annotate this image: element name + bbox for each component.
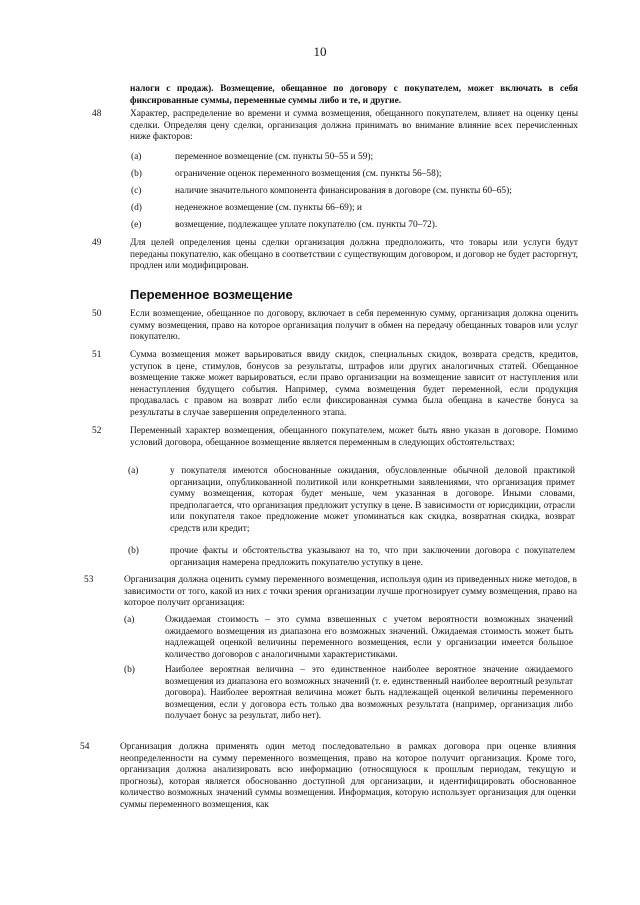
list-item-label: (b) [124, 665, 135, 675]
list-item-text: неденежное возмещение (см. пункты 66–69); и [175, 203, 362, 213]
list-item-label: (a) [128, 466, 139, 476]
list-item-text: у покупателя имеются обоснованные ожидания, обусловленные обычной деловой практикой организации, опубликованной политикой или конкретными заявлениями, что организация примет сумму возмещения, которая будет меньше, чем указанная в договоре. Иными словами, предполагается, что организация предложит уступку в цене. В зависимости от юрисдикции, отрасли или покупателя такое предложение может упоминаться как скидка, возвратная скидка, возврат средств или кредит; [170, 466, 575, 534]
list-item-label: (e) [131, 220, 142, 230]
paragraph-number: 50 [92, 309, 102, 319]
list-item-label: (c) [131, 186, 142, 196]
list-item-text: переменное возмещение (см. пункты 50–55 и 59); [175, 152, 374, 162]
list-item-label: (d) [131, 203, 142, 213]
list-item-label: (a) [131, 152, 142, 162]
list-item-text: наличие значительного компонента финансирования в договоре (см. пункты 60–65); [175, 186, 512, 196]
paragraph-text: Характер, распределение во времени и сумма возмещения, обещанного покупателем, влияет на оценку цены сделки. Определяя цену сделки, организация должна принимать во внимание влияние всех перечисленных ниже факторов: [130, 109, 578, 143]
page-number: 10 [313, 44, 327, 59]
paragraph-text: Для целей определения цены сделки организация должна предположить, что товары или услуги будут переданы покупателю, как обещано в соответствии с существующим договором, и договор не будет расторгнут, продлен или модифицирован. [130, 238, 578, 272]
paragraph-text: Организация должна применять один метод последовательно в рамках договора при оценке влияния неопределенности на сумму переменного возмещения, право на которое получит организация. Кроме того, организация должна анализировать всю информацию (относящуюся к прошлым периодам, текущую и прогнозы), которая является обоснованно доступной для организации, и идентифицировать обоснованное количество возможных значений суммы возмещения. Информация, которую использует организация для оценки суммы переменного возмещения, как [120, 742, 576, 810]
list-item-label: (a) [124, 615, 135, 625]
paragraph-number: 49 [92, 238, 102, 248]
paragraph-text: Организация должна оценить сумму переменного возмещения, используя один из приведенных ниже методов, в зависимости от того, какой из них с точки зрения организации лучше прогнозирует сумму возмещения, право на которое получит организация: [124, 575, 577, 609]
paragraph-number: 51 [92, 350, 102, 360]
paragraph-text: Сумма возмещения может варьироваться ввиду скидок, специальных скидок, возврата средств, кредитов, уступок в цене, стимулов, бонусов за результаты, штрафов или других аналогичных статей. Обещанное возмещение также может варьироваться, если право организации на возмещение зависит от наступления или ненаступления будущего события. Например, сумма возмещения будет переменной, если продукция продавалась с правом на возврат либо если фиксированная сумма была обещана в качестве бонуса за результаты в случае завершения определенного этапа. [130, 350, 578, 418]
paragraph-number: 54 [80, 742, 90, 752]
paragraph-number: 52 [92, 426, 102, 436]
list-item-text: прочие факты и обстоятельства указывают на то, что при заключении договора с покупателем организация намерена предложить покупателю уступку в цене. [170, 546, 575, 568]
list-item-text: ограничение оценок переменного возмещения (см. пункты 56–58); [175, 169, 442, 179]
paragraph-number: 48 [92, 109, 102, 119]
list-item-text: Ожидаемая стоимость – это сумма взвешенных с учетом вероятности возможных значений ожидаемого возмещения из диапазона его возможных значений. Ожидаемая стоимость может быть надлежащей оценкой величины переменного возмещения, если у организации имеется большое количество договоров с аналогичными характеристиками. [165, 615, 573, 660]
intro-paragraph: налоги с продаж). Возмещение, обещанное по договору с покупателем, может включать в себя фиксированные суммы, переменные суммы либо и те, и другие. [130, 84, 578, 106]
list-item-label: (b) [128, 546, 139, 556]
list-item-text: Наиболее вероятная величина – это единственное наиболее вероятное значение ожидаемого возмещения из диапазона его возможных значений (т. е. единственный наиболее вероятный результат договора). Наиболее вероятная величина может быть надлежащей оценкой величины переменного возмещения, если у договора есть только два возможных результата (например, организация либо получает бонус за результат, либо нет). [165, 665, 573, 722]
paragraph-number: 53 [84, 575, 94, 585]
list-item-label: (b) [131, 169, 142, 179]
paragraph-text: Переменный характер возмещения, обещанного покупателем, может быть явно указан в договоре. Помимо условий договора, обещанное возмещение является переменным в следующих обстоятельствах: [130, 426, 578, 448]
list-item-text: возмещение, подлежащее уплате покупателю (см. пункты 70–72). [175, 220, 438, 230]
section-heading: Переменное возмещение [130, 287, 293, 302]
paragraph-text: Если возмещение, обещанное по договору, включает в себя переменную сумму, организация должна оценить сумму возмещения, право на которое организация получит в обмен на передачу обещанных товаров или услуг покупателю. [130, 309, 578, 343]
